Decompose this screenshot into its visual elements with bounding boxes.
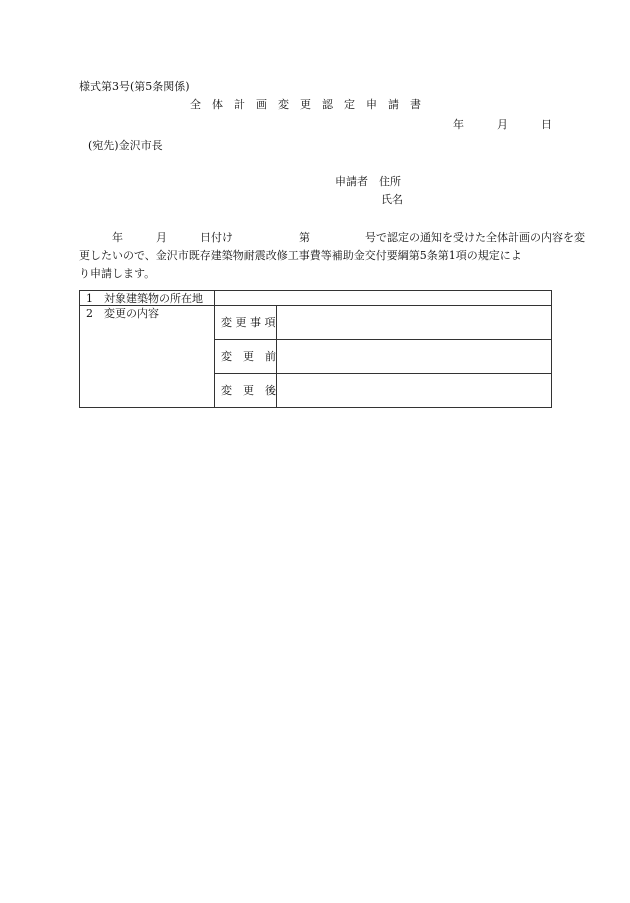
applicant-address-label: 申請者 住所 xyxy=(335,175,401,188)
after-change-field[interactable] xyxy=(277,374,552,408)
change-item-label: 変 更 事 項 xyxy=(215,306,277,340)
detail-table xyxy=(79,290,552,408)
change-content-label: 2 変更の内容 xyxy=(80,306,215,408)
before-change-label: 変 更 前 xyxy=(215,340,277,374)
building-location-label: 1 対象建築物の所在地 xyxy=(80,291,215,306)
applicant-name-label: 氏名 xyxy=(381,193,403,206)
table-row xyxy=(80,291,552,306)
change-item-field[interactable] xyxy=(277,306,552,340)
table-row xyxy=(80,306,552,340)
body-line: 更したいので、金沢市既存建築物耐震改修工事費等補助金交付要綱第5条第1項の規定によ xyxy=(79,249,522,262)
before-change-field[interactable] xyxy=(277,340,552,374)
date-line: 年 月 日 xyxy=(453,118,552,131)
addressee: (宛先)金沢市長 xyxy=(88,139,163,152)
building-location-field[interactable] xyxy=(215,291,552,306)
document-title: 全 体 計 画 変 更 認 定 申 請 書 xyxy=(190,98,421,111)
form-number: 様式第3号(第5条関係) xyxy=(79,80,190,93)
body-line: り申請します。 xyxy=(79,267,156,280)
after-change-label: 変 更 後 xyxy=(215,374,277,408)
application-body-text xyxy=(79,229,585,283)
body-line: 年 月 日付け 第 号で認定の通知を受けた全体計画の内容を変 xyxy=(79,231,585,244)
